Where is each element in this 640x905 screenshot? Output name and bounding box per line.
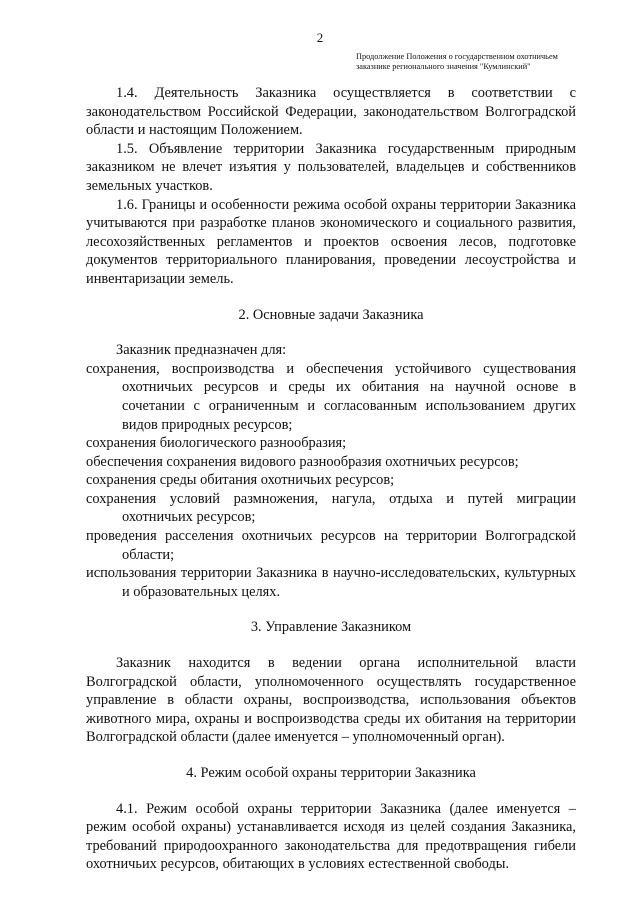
paragraph-4-1: 4.1. Режим особой охраны территории Заказника (далее именуется – режим особой охраны) устанавливается исходя из целей создания Заказника, требований природоохранного законодательства для предотвращения гибели охотничьих ресурсов, обитающих в условиях естественной свободы.	[86, 800, 576, 873]
section-2-item: сохранения среды обитания охотничьих ресурсов;	[86, 472, 395, 489]
section-2-item: проведения расселения охотничьих ресурсов на территории Волгоградской области;	[86, 528, 576, 563]
section-2-item: обеспечения сохранения видового разнообразия охотничьих ресурсов;	[86, 453, 519, 470]
paragraph-1-6: 1.6. Границы и особенности режима особой охраны территории Заказника учитываются при разработке планов экономического и социального развития, лесохозяйственных регламентов и проектов освоения лесов, подготовке документов территориального планирования, проведении лесоустройства и инвентаризации земель.	[86, 196, 576, 287]
header-line-1: Продолжение Положения о государственном охотничьем	[356, 52, 558, 61]
page-number: 2	[316, 30, 324, 45]
paragraph-1-4: 1.4. Деятельность Заказника осуществляется в соответствии с законодательством Российской Федерации, законодательством Волгоградской области и настоящим Положением.	[86, 85, 576, 139]
section-4-heading: 4. Режим особой охраны территории Заказника	[186, 765, 476, 781]
section-2-item: сохранения условий размножения, нагула, отдыха и путей миграции охотничьих ресурсов;	[86, 490, 576, 526]
running-header	[356, 52, 582, 72]
section-3-text: Заказник находится в ведении органа исполнительной власти Волгоградской области, уполномоченного осуществлять государственное управление в области охраны, воспроизводства, использования объектов животного мира, охраны и воспроизводства среды их обитания на территории Волгоградской области (далее именуется – уполномоченный орган).	[86, 655, 576, 746]
header-line-2: заказнике регионального значения "Кумлинский"	[356, 62, 531, 71]
paragraph-1-5: 1.5. Объявление территории Заказника государственным природным заказником не влечет изъятия у пользователей, владельцев и собственников земельных участков.	[86, 140, 576, 194]
section-3-heading: 3. Управление Заказником	[250, 619, 412, 636]
section-2-intro: Заказник предназначен для:	[116, 342, 287, 359]
section-2-item: сохранения биологического разнообразия;	[86, 435, 347, 452]
section-2-item: использования территории Заказника в научно-исследовательских, культурных и образовательных целях.	[86, 565, 576, 600]
document-body	[86, 84, 576, 874]
section-2-item: сохранения, воспроизводства и обеспечения устойчивого существования охотничьих ресурсов и среды их обитания на научной основе в сочетании с ограниченным и согласованным использованием других видов природных ресурсов;	[86, 360, 576, 433]
section-2-heading: 2. Основные задачи Заказника	[238, 306, 424, 323]
